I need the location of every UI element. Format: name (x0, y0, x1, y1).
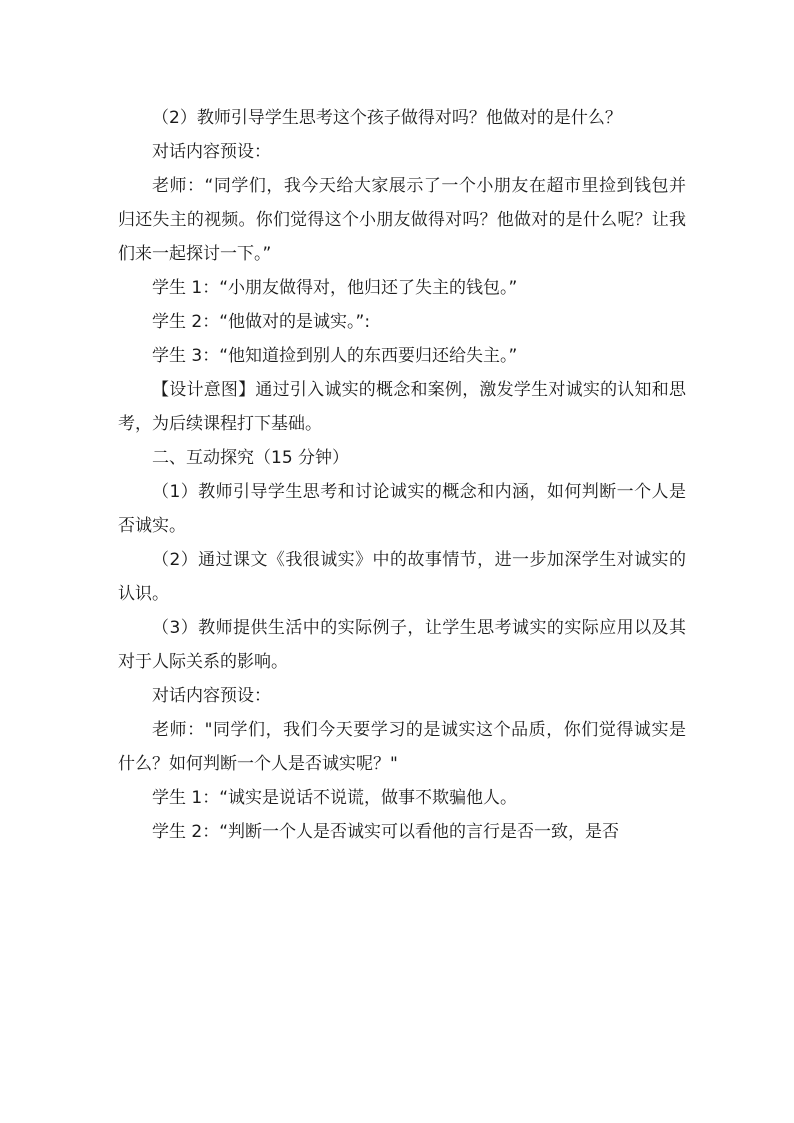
paragraph-student-2: 学生 2：“他做对的是诚实。”: (152, 312, 371, 332)
paragraph-student-1: 学生 1：“小朋友做得对，他归还了失主的钱包。” (152, 278, 518, 298)
section-heading-interactive-inquiry: 二、互动探究（15 分钟） (152, 448, 350, 468)
paragraph-design-intent: 【设计意图】通过引入诚实的概念和案例，激发学生对诚实的认知和思考，为后续课程打下基础。 (118, 380, 686, 434)
paragraph-student-1-b: 学生 1：“诚实是说话不说谎，做事不欺骗他人。 (152, 788, 518, 808)
paragraph-inquiry-1: （1）教师引导学生思考和讨论诚实的概念和内涵，如何判断一个人是否诚实。 (118, 482, 686, 536)
paragraph-teacher-speech-2: 老师："同学们，我们今天要学习的是诚实这个品质，你们觉得诚实是什么？如何判断一个人是否诚实呢？" (118, 720, 686, 774)
paragraph-student-3: 学生 3：“他知道捡到别人的东西要归还给失主。” (152, 346, 518, 366)
paragraph-dialogue-preset-2: 对话内容预设： (152, 686, 271, 706)
document-page (118, 101, 686, 849)
paragraph-inquiry-3: （3）教师提供生活中的实际例子，让学生思考诚实的实际应用以及其对于人际关系的影响。 (118, 618, 686, 672)
paragraph-teacher-question-2: （2）教师引导学生思考这个孩子做得对吗？他做对的是什么？ (152, 108, 622, 128)
paragraph-teacher-speech: 老师：“同学们，我今天给大家展示了一个小朋友在超市里捡到钱包并归还失主的视频。你们觉得这个小朋友做得对吗？他做对的是什么呢？让我们来一起探讨一下。” (118, 176, 686, 264)
paragraph-student-2-b: 学生 2：“判断一个人是否诚实可以看他的言行是否一致，是否 (152, 822, 620, 842)
paragraph-inquiry-2: （2）通过课文《我很诚实》中的故事情节，进一步加深学生对诚实的认识。 (118, 550, 686, 604)
paragraph-dialogue-preset: 对话内容预设： (152, 142, 271, 162)
